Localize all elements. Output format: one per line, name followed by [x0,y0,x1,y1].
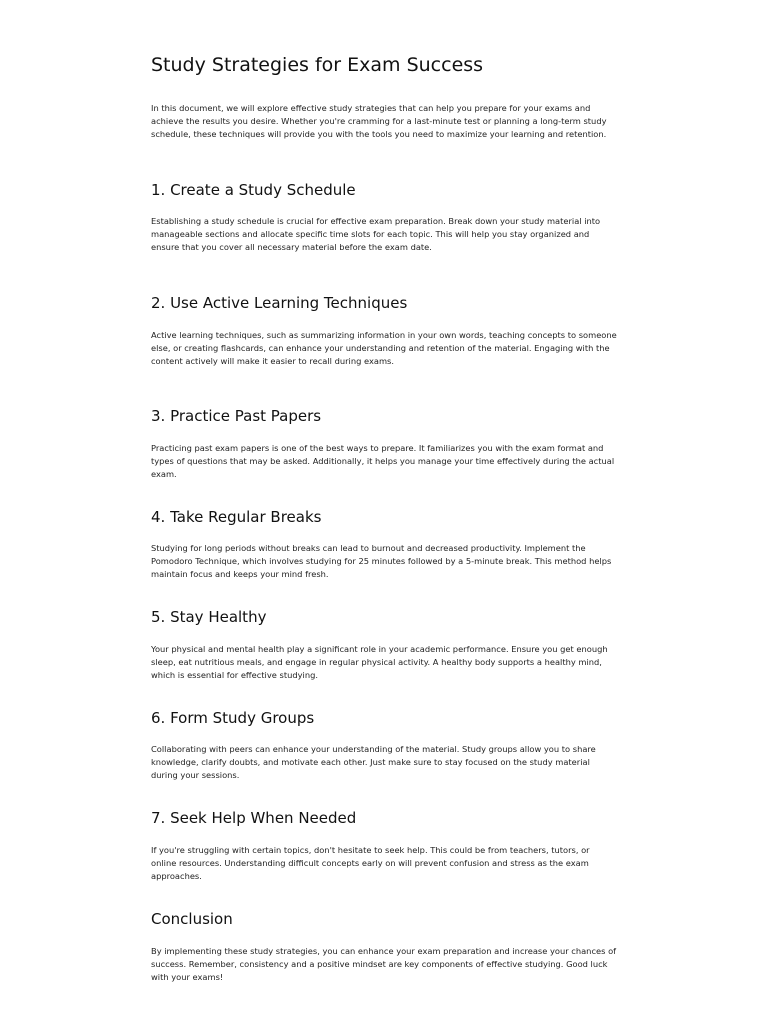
section-body-seek-help: If you're struggling with certain topics, don't hesitate to seek help. This could be from teachers, tutors, or online resources. Understanding difficult concepts early on will prevent confusion and stress as the exam approaches. [151,845,590,881]
section-heading-stay-healthy: 5. Stay Healthy [151,608,267,626]
document-title: Study Strategies for Exam Success [151,54,484,76]
section-body-regular-breaks: Studying for long periods without breaks can lead to burnout and decreased productivity. Implement the Pomodoro Technique, which involves studying for 25 minutes followed by a 5-minute break. This method helps maintain focus and keeps your mind fresh. [151,543,612,579]
section-heading-past-papers: 3. Practice Past Papers [151,407,322,425]
section-body-study-groups: Collaborating with peers can enhance your understanding of the material. Study groups allow you to share knowledge, clarify doubts, and motivate each other. Just make sure to stay focused on the study material during your sessions. [151,744,596,780]
intro-paragraph: In this document, we will explore effective study strategies that can help you prepare for your exams and achieve the results you desire. Whether you're cramming for a last-minute test or planning a long-term study schedule, these techniques will provide you with the tools you need to maximize your learning and retention. [151,103,607,139]
section-heading-study-schedule: 1. Create a Study Schedule [151,181,356,199]
section-heading-seek-help: 7. Seek Help When Needed [151,809,357,827]
section-body-past-papers: Practicing past exam papers is one of the best ways to prepare. It familiarizes you with the exam format and types of questions that may be asked. Additionally, it helps you manage your time effectively during the actual exam. [151,443,615,479]
section-heading-study-groups: 6. Form Study Groups [151,709,315,727]
section-heading-conclusion: Conclusion [151,910,233,928]
section-heading-regular-breaks: 4. Take Regular Breaks [151,508,322,526]
section-heading-active-learning: 2. Use Active Learning Techniques [151,294,408,312]
section-body-conclusion: By implementing these study strategies, you can enhance your exam preparation and increase your chances of success. Remember, consistency and a positive mindset are key components of effective studying. Good luck with your exams! [151,946,617,982]
section-body-active-learning: Active learning techniques, such as summarizing information in your own words, teaching concepts to someone else, or creating flashcards, can enhance your understanding and retention of the material. Engaging with the content actively will make it easier to recall during exams. [151,330,617,366]
section-body-stay-healthy: Your physical and mental health play a significant role in your academic performance. Ensure you get enough sleep, eat nutritious meals, and engage in regular physical activity. A healthy body supports a healthy mind, which is essential for effective studying. [151,644,608,680]
section-body-study-schedule: Establishing a study schedule is crucial for effective exam preparation. Break down your study material into manageable sections and allocate specific time slots for each topic. This will help you stay organized and ensure that you cover all necessary material before the exam date. [151,216,601,252]
